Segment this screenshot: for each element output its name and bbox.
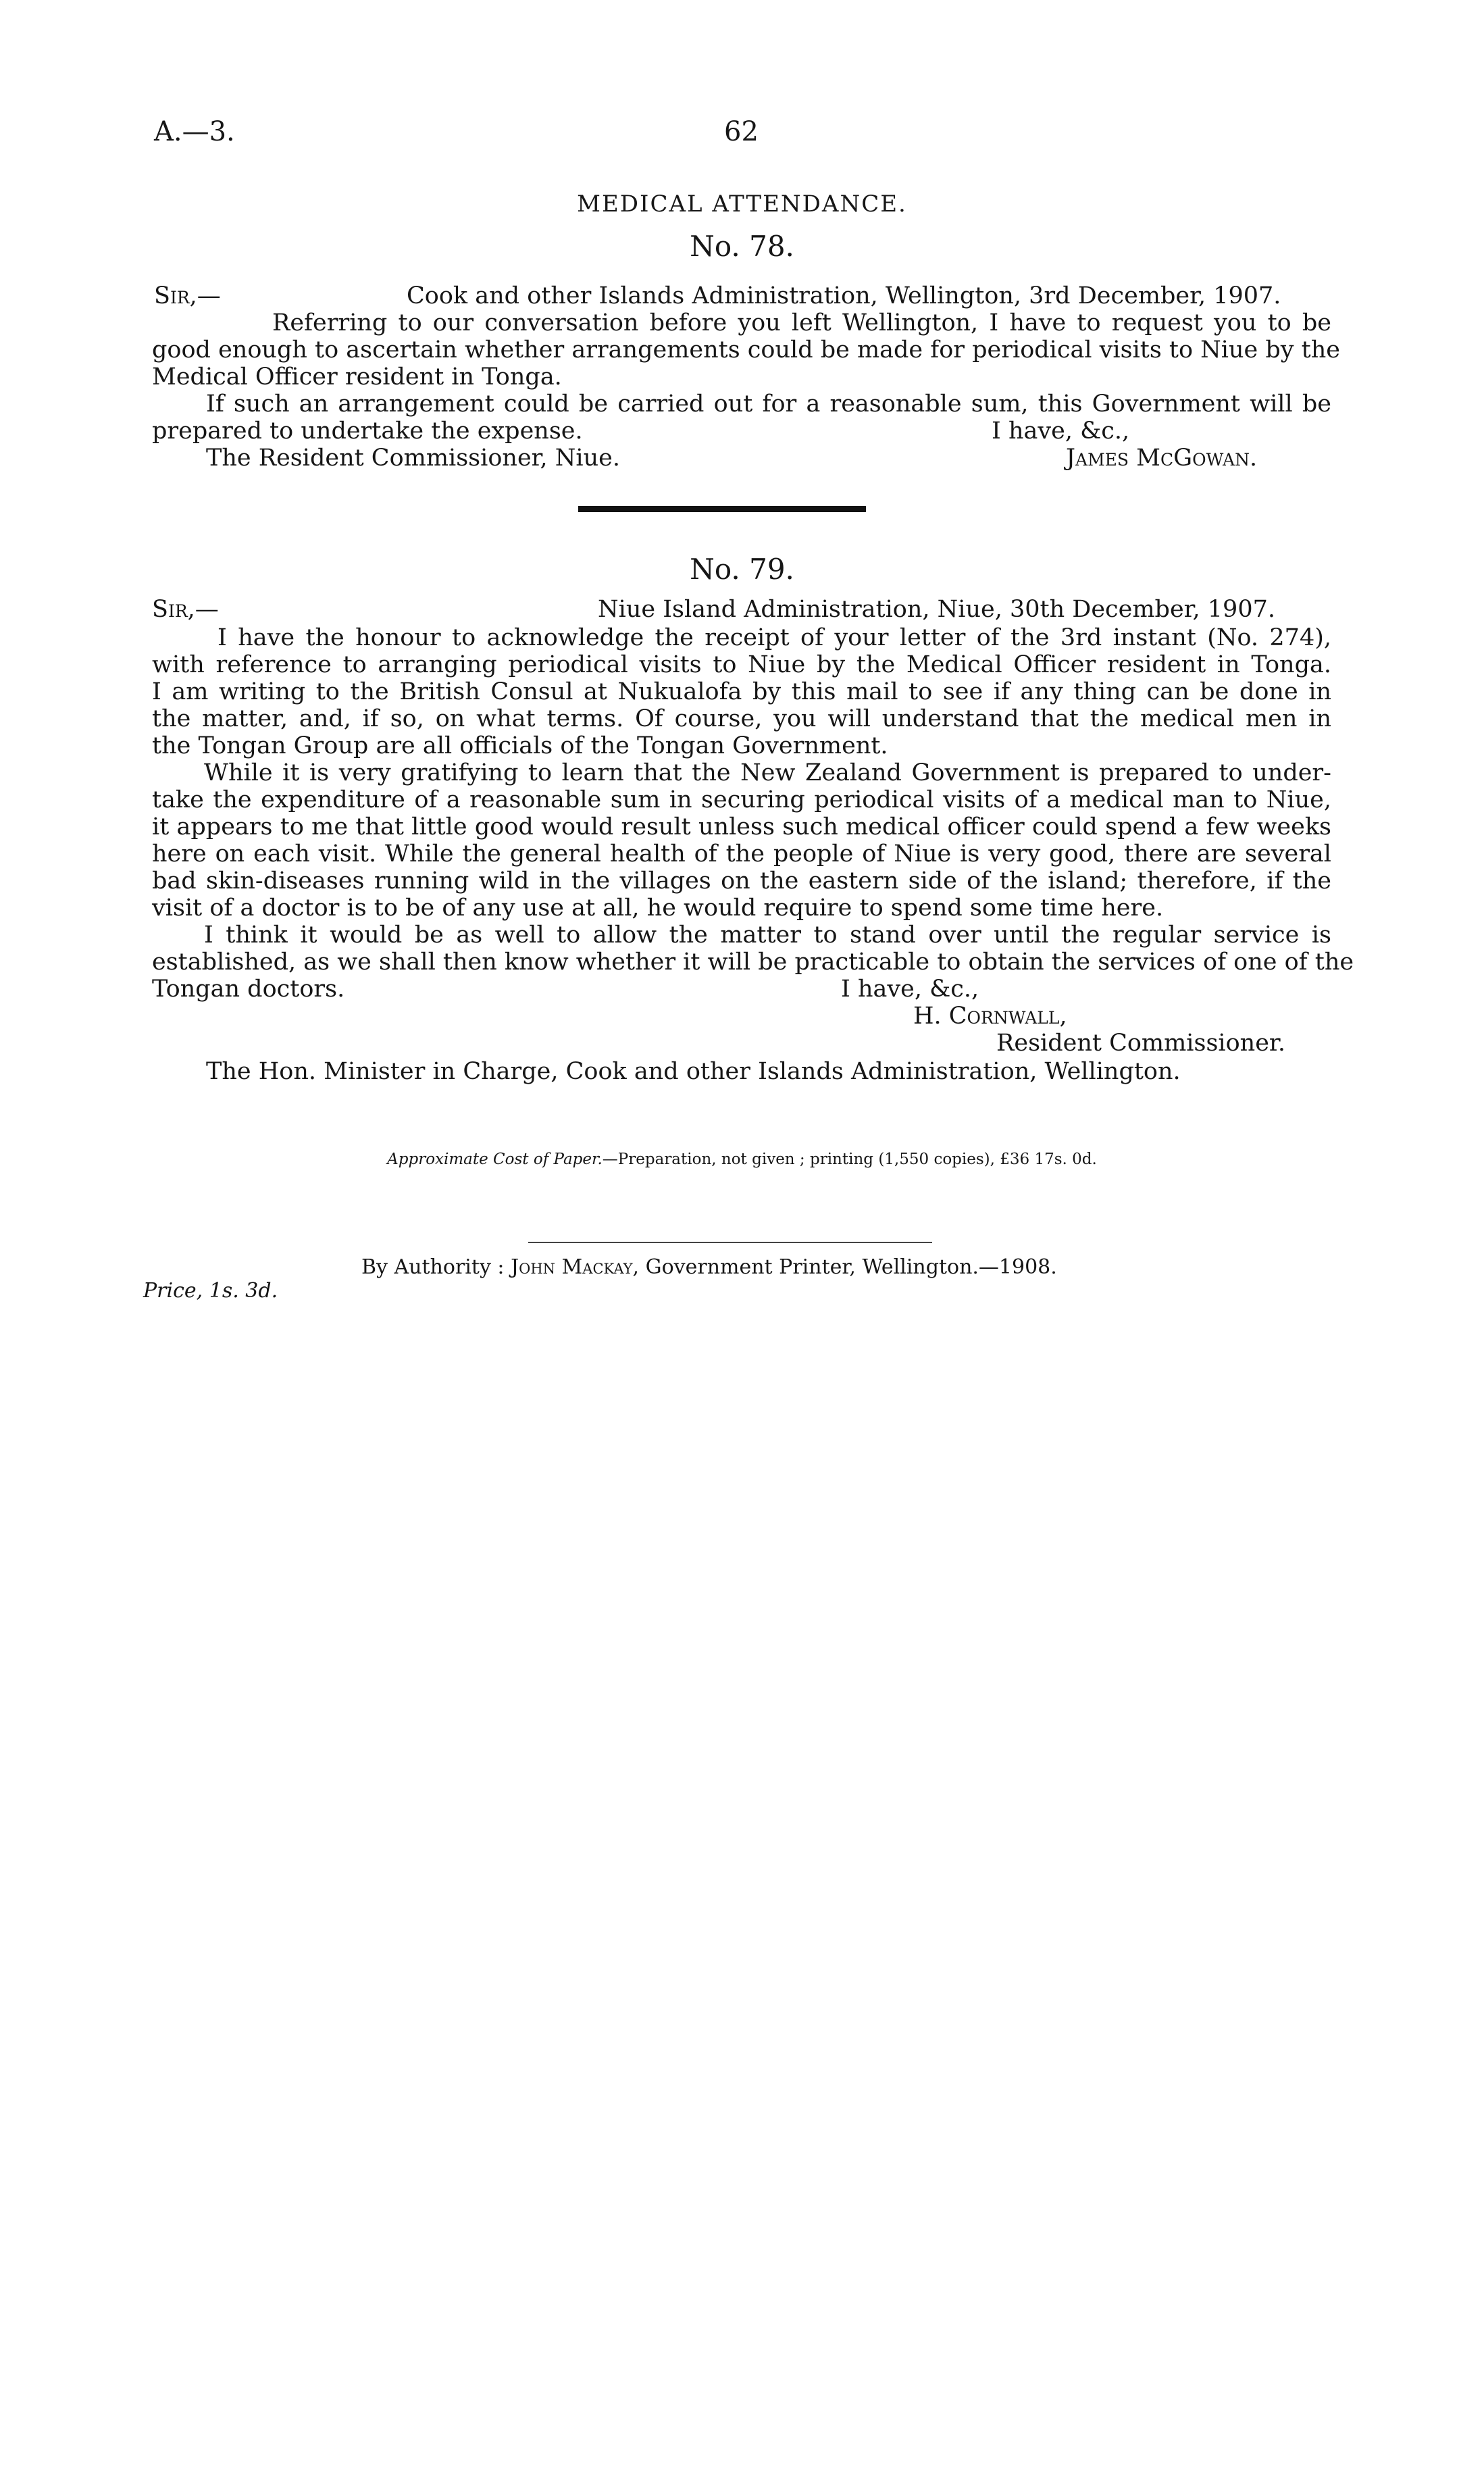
section-heading: MEDICAL ATTENDANCE. (577, 191, 907, 218)
page-number: 62 (724, 116, 759, 147)
letter-79-line: the matter, and, if so, on what terms. Of course, you will understand that the medical men in (152, 705, 1331, 732)
letter-78-line: Medical Officer resident in Tonga. (152, 363, 562, 391)
letter-78-dateline: Cook and other Islands Administration, Wellington, 3rd December, 1907. (407, 282, 1281, 309)
letter-79-line: Tongan doctors. (152, 976, 345, 1003)
authority-line (361, 1255, 1057, 1279)
letter-79-addressee: The Hon. Minister in Charge, Cook and other Islands Administration, Wellington. (206, 1058, 1181, 1085)
letter-79-line: I am writing to the British Consul at Nukualofa by this mail to see if any thing can be done in (152, 678, 1331, 705)
letter-78-addressee: The Resident Commissioner, Niue. (206, 445, 620, 472)
letter-79-signature: H. Cornwall, (913, 1003, 1067, 1030)
letter-79-line: here on each visit. While the general health of the people of Niue is very good, there are several (152, 840, 1331, 867)
letter-79-number: No. 79. (690, 553, 794, 586)
letter-79-dateline: Niue Island Administration, Niue, 30th December, 1907. (598, 596, 1275, 623)
letter-79-line: it appears to me that little good would result unless such medical officer could spend a few weeks (152, 813, 1331, 840)
letter-79-line: with reference to arranging periodical visits to Niue by the Medical Officer resident in Tonga. (152, 651, 1331, 678)
section-divider (578, 506, 866, 512)
cost-label: Approximate Cost of Paper. (387, 1151, 603, 1168)
letter-79-closing: I have, &c., (841, 976, 979, 1003)
letter-79-salutation: Sir,— (152, 596, 219, 623)
letter-79-line: While it is very gratifying to learn that the New Zealand Government is prepared to under- (204, 759, 1331, 786)
letter-79-line: visit of a doctor is to be of any use at all, he would require to spend some time here. (152, 895, 1164, 922)
letter-78-line: prepared to undertake the expense. (152, 418, 583, 445)
letter-79-title: Resident Commissioner. (996, 1030, 1285, 1057)
letter-79-line: the Tongan Group are all officials of the Tongan Government. (152, 732, 888, 759)
letter-78-closing: I have, &c., (992, 418, 1130, 445)
printer-rest: Government Printer, Wellington.—1908. (645, 1255, 1057, 1279)
cost-text: —Preparation, not given ; printing (1,550 copies), £36 17s. 0d. (602, 1151, 1097, 1168)
authority-prefix: By Authority : (361, 1255, 505, 1279)
letter-78-salutation: Sir,— (154, 282, 221, 309)
letter-79-line: take the expenditure of a reasonable sum in securing periodical visits of a medical man to Niue, (152, 786, 1331, 813)
letter-79-line: I have the honour to acknowledge the receipt of your letter of the 3rd instant (No. 274), (218, 624, 1331, 651)
letter-79-line: I think it would be as well to allow the matter to stand over until the regular service is (204, 922, 1331, 949)
document-reference: A.—3. (154, 116, 235, 147)
letter-78-line: good enough to ascertain whether arrangements could be made for periodical visits to Niue by the (152, 336, 1341, 363)
letter-79-line: bad skin-diseases running wild in the villages on the eastern side of the island; therefore, if the (152, 867, 1331, 895)
letter-78-line: Referring to our conversation before you left Wellington, I have to request you to be (272, 309, 1331, 336)
letter-79-line: established, as we shall then know whether it will be practicable to obtain the services of one of the (152, 949, 1354, 976)
price: Price, 1s. 3d. (143, 1279, 278, 1303)
printer-name: John Mackay, (511, 1255, 640, 1279)
footer-rule (528, 1242, 932, 1243)
letter-78-signature: James McGowan. (1066, 445, 1258, 472)
letter-78-number: No. 78. (690, 230, 794, 263)
letter-78-line: If such an arrangement could be carried out for a reasonable sum, this Government will be (206, 391, 1331, 418)
cost-of-paper-note (0, 1151, 1484, 1168)
